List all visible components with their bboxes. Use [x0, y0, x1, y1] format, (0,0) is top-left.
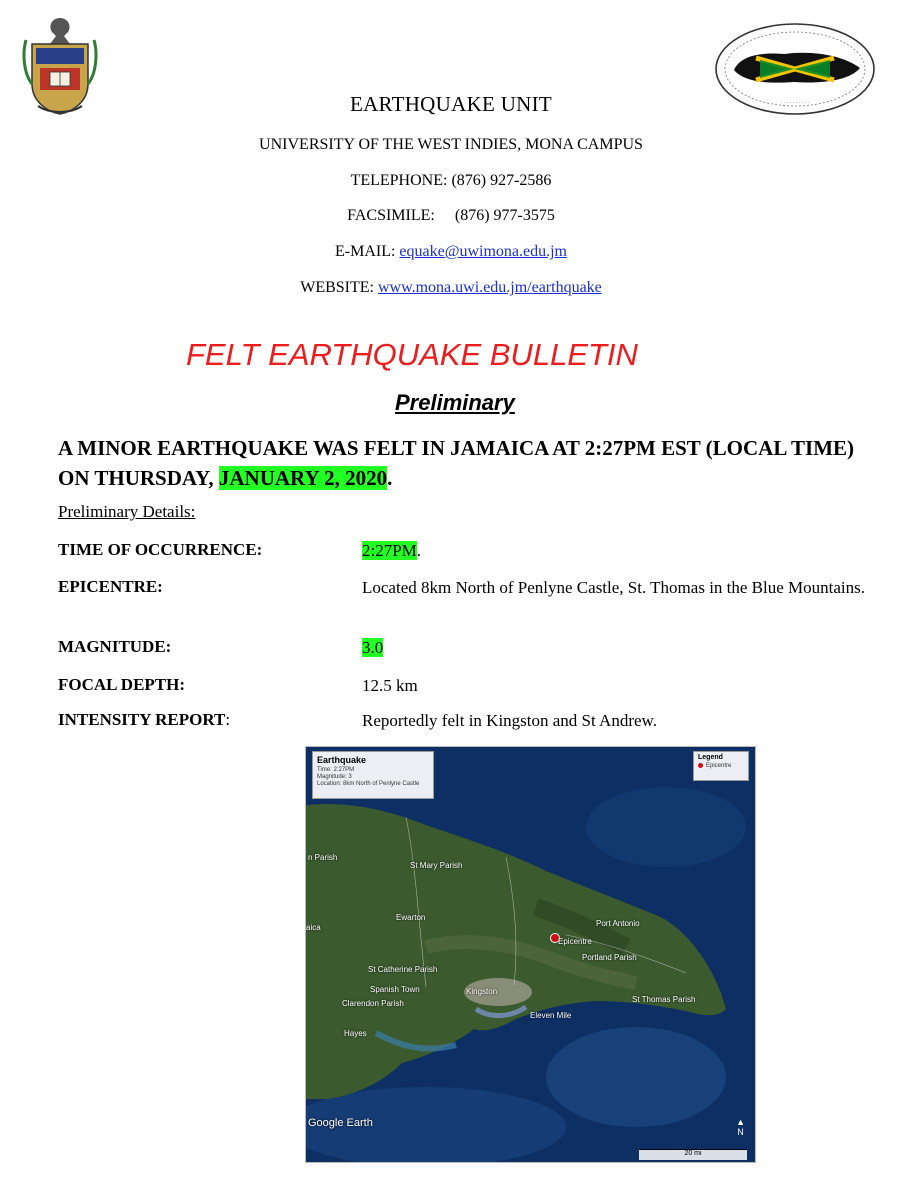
headline-text: A MINOR EARTHQUAKE WAS FELT IN JAMAICA AT 2:27PM EST (LOCAL TIME) ON THURSDAY,	[58, 436, 855, 490]
website-label: WEBSITE:	[300, 279, 378, 296]
magnitude-value	[362, 637, 882, 659]
epicentre-map	[305, 746, 756, 1163]
map-info-location: Location: 8km North of Penlyne Castle	[317, 781, 420, 787]
label-ewarton: Ewarton	[396, 913, 426, 922]
label-st-mary: St Mary Parish	[410, 861, 463, 870]
website-line	[0, 279, 902, 297]
legend-item-label: Epicentre	[706, 763, 732, 770]
fax-label: FACSIMILE:	[347, 207, 435, 224]
magnitude-label: MAGNITUDE:	[58, 637, 172, 656]
email-label: E-MAIL:	[334, 243, 400, 260]
university-name: UNIVERSITY OF THE WEST INDIES, MONA CAMPUS	[259, 136, 643, 153]
epicentre-label: EPICENTRE:	[58, 577, 163, 596]
depth-value: 12.5 km	[362, 676, 418, 695]
google-earth-brand: Google Earth	[308, 1117, 373, 1129]
time-value-highlight: 2:27PM	[362, 541, 417, 560]
north-label: N	[737, 1127, 744, 1137]
time-suffix: .	[416, 541, 422, 560]
email-line	[0, 243, 902, 261]
magnitude-highlight: 3.0	[362, 638, 384, 657]
label-spanish-town: Spanish Town	[370, 985, 420, 994]
bulletin-title: FELT EARTHQUAKE BULLETIN	[186, 337, 638, 372]
map-scale-bar: 20 mi	[639, 1149, 747, 1160]
map-legend	[693, 751, 749, 781]
label-clarendon: Clarendon Parish	[342, 999, 404, 1008]
intensity-colon: :	[225, 710, 231, 729]
label-port-antonio: Port Antonio	[596, 919, 640, 928]
label-epicentre: Epicentre	[558, 937, 592, 946]
label-hayes: Hayes	[344, 1029, 367, 1038]
label-aica: aica	[306, 923, 321, 932]
north-arrow-icon: ▲ N	[736, 1117, 745, 1137]
map-graphic	[306, 747, 755, 1162]
fax-value: (876) 977-3575	[454, 207, 555, 224]
label-st-thomas: St Thomas Parish	[632, 995, 696, 1004]
label-kingston: Kingston	[466, 987, 498, 996]
headline-date: JANUARY 2, 2020	[218, 466, 388, 490]
map-info-magnitude: Magnitude: 3	[317, 774, 352, 780]
epicentre-dot-icon	[698, 763, 703, 768]
label-parish-n: n Parish	[308, 853, 338, 862]
headline-end: .	[387, 466, 393, 490]
label-eleven-mile: Eleven Mile	[530, 1011, 572, 1020]
unit-title: EARTHQUAKE UNIT	[349, 92, 553, 116]
intensity-value: Reportedly felt in Kingston and St Andrew.	[362, 711, 657, 730]
time-label: TIME OF OCCURRENCE:	[58, 540, 263, 559]
map-info-title: Earthquake	[317, 755, 367, 765]
intensity-label: INTENSITY REPORT	[58, 710, 226, 729]
map-info-time: Time: 2:27PM	[317, 767, 355, 773]
intensity-label-line	[58, 710, 230, 730]
label-portland: Portland Parish	[582, 953, 637, 962]
telephone-line: TELEPHONE: (876) 927-2586	[350, 172, 552, 189]
legend-title: Legend	[698, 754, 723, 761]
label-st-catherine: St Catherine Parish	[368, 965, 438, 974]
website-link[interactable]: www.mona.uwi.edu.jm/earthquake	[377, 279, 602, 296]
bulletin-subtitle: Preliminary	[395, 390, 515, 415]
headline	[58, 433, 858, 493]
epicentre-value: Located 8km North of Penlyne Castle, St. Thomas in the Blue Mountains.	[362, 578, 866, 597]
email-link[interactable]: equake@uwimona.edu.jm	[399, 243, 567, 260]
legend-item	[698, 763, 748, 769]
svg-text:· · · · · · · · · ·: · · · · · · · · · ·	[780, 100, 810, 106]
map-info-box	[312, 751, 434, 799]
fax-line	[0, 207, 902, 225]
depth-label: FOCAL DEPTH:	[58, 675, 186, 694]
details-label: Preliminary Details:	[58, 502, 196, 521]
time-value	[362, 540, 882, 562]
